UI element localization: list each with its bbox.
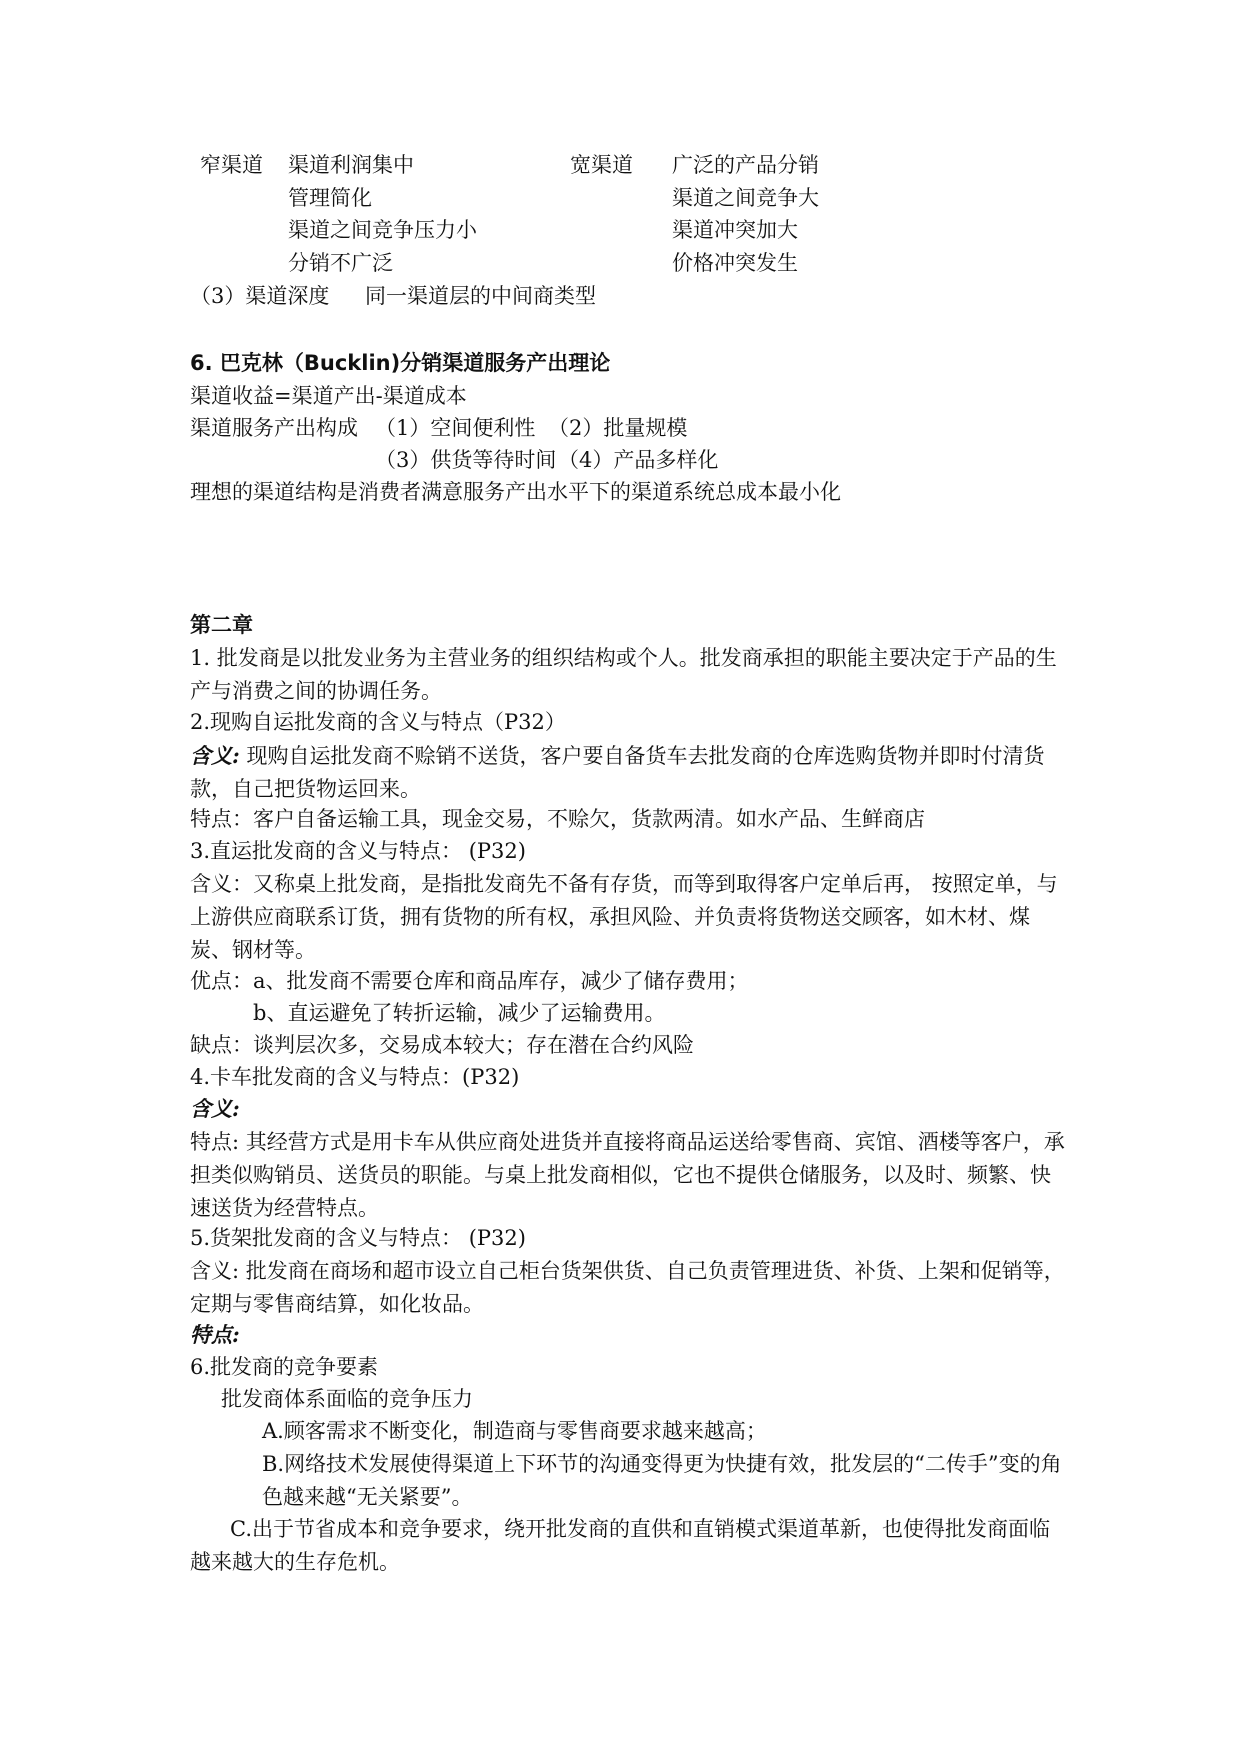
- paragraph-4: 特点: 其经营方式是用卡车从供应商处进货并直接将商品运送给零售商、宾馆、酒楼等客户，承担类似购销员、送货员的职能。与桌上批发商相似，它也不提供仓储服务，以及时、频繁、快速送货为经营特点。: [190, 1130, 1065, 1220]
- heading-5: 5.货架批发商的含义与特点： (P32): [190, 1226, 526, 1250]
- paragraph-6-intro: 批发商体系面临的竞争压力: [221, 1387, 473, 1411]
- section-heading-bucklin: 6. 巴克林（Bucklin)分销渠道服务产出理论: [190, 351, 611, 375]
- bucklin-line-3-a: （3）供货等待时间: [375, 448, 557, 472]
- paragraph-5: 含义: 批发商在商场和超市设立自己柜台货架供货、自己负责管理进货、补货、上架和促销等，定期与零售商结算，如化妆品。: [190, 1259, 1065, 1316]
- wide-item-3: 渠道冲突加大: [672, 218, 798, 242]
- bucklin-line-2-label: 渠道服务产出构成: [190, 416, 358, 440]
- narrow-item-2: 管理简化: [288, 186, 372, 210]
- channel-depth-label: （3）渠道深度: [190, 284, 330, 308]
- advantage-b: b、直运避免了转折运输，减少了运输费用。: [253, 1001, 666, 1025]
- paragraph-4-label: 含义:: [190, 1096, 240, 1121]
- heading-2: 2.现购自运批发商的含义与特点（P32）: [190, 710, 566, 734]
- narrow-channel-label: 窄渠道: [200, 153, 263, 177]
- bucklin-line-3-b: （4）产品多样化: [558, 448, 719, 472]
- paragraph-2-label: 含义:: [190, 743, 240, 768]
- chapter-heading: 第二章: [190, 613, 253, 637]
- paragraph-2: [190, 739, 1065, 806]
- paragraph-3: 含义：又称桌上批发商，是指批发商先不备有存货，而等到取得客户定单后再， 按照定单，与上游供应商联系订货，拥有货物的所有权，承担风险、并负责将货物送交顾客，如木材、煤炭、钢材等。: [190, 872, 1058, 962]
- disadvantages: 缺点：谈判层次多，交易成本较大；存在潜在合约风险: [190, 1033, 694, 1057]
- paragraph-6-b: B.网络技术发展使得渠道上下环节的沟通变得更为快捷有效，批发层的“二传手”变的角色越来越“无关紧要”。: [262, 1452, 1062, 1509]
- wide-item-2: 渠道之间竞争大: [672, 186, 819, 210]
- paragraph-5-features: 特点:: [190, 1322, 240, 1347]
- bucklin-line-2-b: （2）批量规模: [548, 416, 688, 440]
- wide-channel-label: 宽渠道: [570, 153, 633, 177]
- bucklin-line-1: 渠道收益=渠道产出-渠道成本: [190, 384, 467, 408]
- narrow-item-3: 渠道之间竞争压力小: [288, 218, 477, 242]
- paragraph-6-a: A.顾客需求不断变化，制造商与零售商要求越来越高；: [262, 1419, 767, 1443]
- paragraph-1: 1. 批发商是以批发业务为主营业务的组织结构或个人。批发商承担的职能主要决定于产品的生产与消费之间的协调任务。: [190, 646, 1057, 703]
- bucklin-line-4: 理想的渠道结构是消费者满意服务产出水平下的渠道系统总成本最小化: [190, 480, 841, 504]
- paragraph-2-features: 特点：客户自备运输工具，现金交易，不赊欠，货款两清。如水产品、生鲜商店: [190, 807, 925, 831]
- bucklin-line-2-a: （1）空间便利性: [375, 416, 536, 440]
- wide-item-4: 价格冲突发生: [672, 251, 798, 275]
- narrow-item-1: 渠道利润集中: [288, 153, 414, 177]
- wide-item-1: 广泛的产品分销: [672, 153, 819, 177]
- narrow-item-4: 分销不广泛: [288, 251, 393, 275]
- heading-3: 3.直运批发商的含义与特点： (P32): [190, 839, 526, 863]
- paragraph-2-text: 现购自运批发商不赊销不送货，客户要自备货车去批发商的仓库选购货物并即时付清货款，自己把货物运回来。: [190, 744, 1045, 801]
- heading-4: 4.卡车批发商的含义与特点：(P32): [190, 1065, 520, 1089]
- channel-depth-text: 同一渠道层的中间商类型: [365, 284, 596, 308]
- advantage-a: 优点：a、批发商不需要仓库和商品库存，减少了储存费用；: [190, 969, 749, 993]
- paragraph-6-c: C.出于节省成本和竞争要求，绕开批发商的直供和直销模式渠道革新，也使得批发商面临越来越大的生存危机。: [190, 1517, 1050, 1574]
- heading-6: 6.批发商的竞争要素: [190, 1355, 379, 1379]
